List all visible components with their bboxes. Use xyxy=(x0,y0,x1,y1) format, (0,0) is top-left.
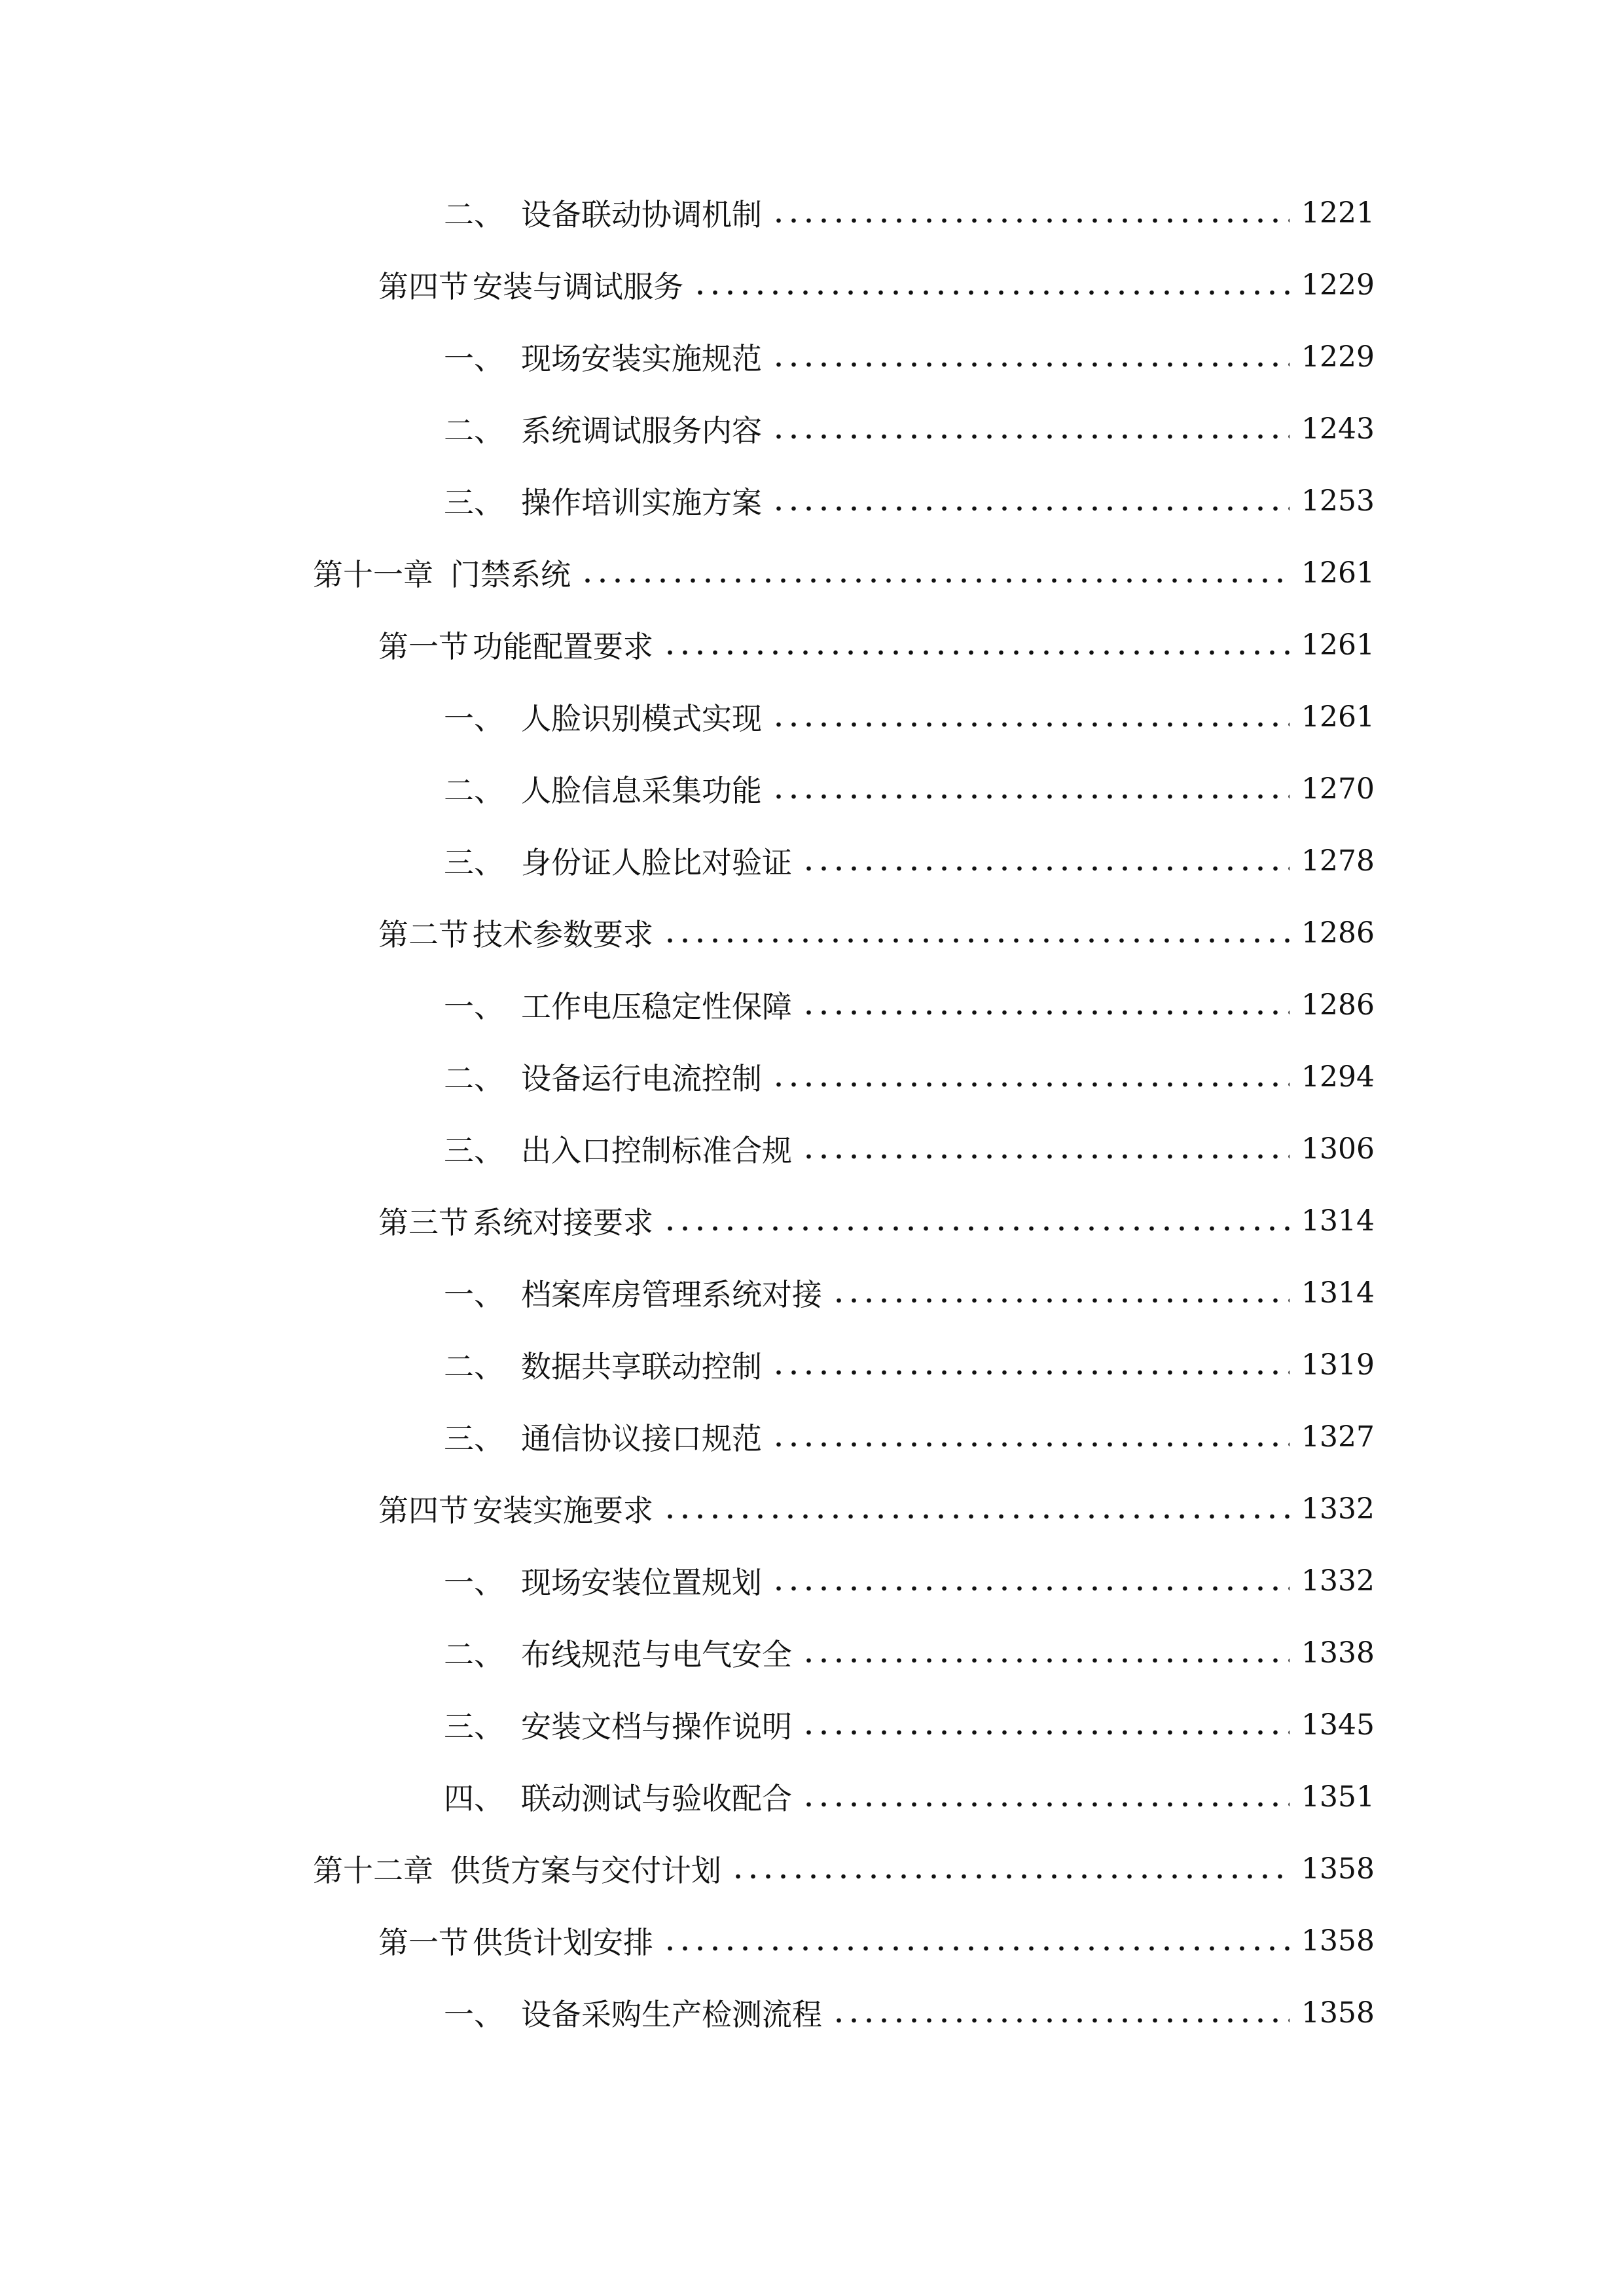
toc-entry[interactable] xyxy=(444,694,1375,740)
toc-entry-page: 1294 xyxy=(1301,1060,1375,1094)
dot-leader xyxy=(801,865,1290,872)
toc-entry-number: 第十二章 xyxy=(313,1853,433,1888)
toc-entry-page: 1270 xyxy=(1301,772,1375,806)
toc-entry-number: 一、 xyxy=(444,989,504,1024)
dot-leader xyxy=(801,1801,1290,1808)
dot-leader xyxy=(771,433,1290,440)
toc-entry-title: 现场安装实施规范 xyxy=(521,341,762,376)
toc-entry-number: 三、 xyxy=(444,845,504,880)
toc-entry[interactable] xyxy=(444,406,1375,452)
toc-entry-number: 二、 xyxy=(444,197,504,232)
toc-entry-title: 设备采购生产检测流程 xyxy=(521,1997,822,2032)
toc-entry-title: 系统对接要求 xyxy=(473,1205,653,1240)
toc-entry-number: 第二节 xyxy=(378,917,469,952)
dot-leader xyxy=(801,1729,1290,1736)
toc-entry-page: 1327 xyxy=(1301,1420,1375,1454)
dot-leader xyxy=(831,1297,1290,1304)
dot-leader xyxy=(693,289,1290,296)
toc-entry[interactable] xyxy=(444,190,1375,236)
toc-entry[interactable] xyxy=(444,838,1375,884)
toc-entry-page: 1229 xyxy=(1301,268,1375,302)
toc-entry[interactable] xyxy=(444,982,1375,1028)
dot-leader xyxy=(831,2017,1290,2024)
toc-entry[interactable] xyxy=(444,1702,1375,1748)
dot-leader xyxy=(771,793,1290,800)
toc-entry-title: 人脸识别模式实现 xyxy=(521,701,762,736)
dot-leader xyxy=(771,217,1290,224)
toc-entry-title: 系统调试服务内容 xyxy=(521,413,762,448)
toc-entry-title: 档案库房管理系统对接 xyxy=(521,1277,822,1312)
dot-leader xyxy=(662,1225,1290,1232)
toc-entry[interactable] xyxy=(444,334,1375,380)
toc-entry[interactable] xyxy=(444,1342,1375,1388)
toc-entry-number: 三、 xyxy=(444,485,504,520)
toc-entry-page: 1314 xyxy=(1301,1204,1375,1238)
toc-entry-title: 出入口控制标准合规 xyxy=(521,1133,792,1168)
toc-entry-title: 人脸信息采集功能 xyxy=(521,773,762,808)
toc-entry-page: 1314 xyxy=(1301,1276,1375,1310)
toc-entry[interactable] xyxy=(444,1126,1375,1172)
toc-entry-title: 门禁系统 xyxy=(450,557,571,592)
toc-entry-page: 1338 xyxy=(1301,1636,1375,1670)
dot-leader xyxy=(771,1369,1290,1376)
dot-leader xyxy=(731,1873,1290,1880)
toc-entry-number: 一、 xyxy=(444,341,504,376)
toc-entry-title: 安装文档与操作说明 xyxy=(521,1709,792,1744)
toc-entry[interactable] xyxy=(444,1054,1375,1100)
toc-entry-number: 三、 xyxy=(444,1421,504,1456)
toc-entry[interactable] xyxy=(313,550,1375,596)
toc-entry[interactable] xyxy=(378,1486,1375,1532)
dot-leader xyxy=(662,937,1290,944)
dot-leader xyxy=(771,1081,1290,1088)
toc-entry[interactable] xyxy=(444,1414,1375,1460)
toc-entry-title: 布线规范与电气安全 xyxy=(521,1637,792,1672)
toc-entry-title: 数据共享联动控制 xyxy=(521,1349,762,1384)
toc-entry-number: 三、 xyxy=(444,1709,504,1744)
toc-entry[interactable] xyxy=(378,910,1375,956)
toc-entry-number: 一、 xyxy=(444,1997,504,2032)
toc-entry-number: 二、 xyxy=(444,773,504,808)
dot-leader xyxy=(771,1441,1290,1448)
toc-entry-title: 技术参数要求 xyxy=(473,917,653,952)
toc-entry-title: 通信协议接口规范 xyxy=(521,1421,762,1456)
toc-entry-title: 操作培训实施方案 xyxy=(521,485,762,520)
toc-entry-page: 1286 xyxy=(1301,988,1375,1022)
toc-entry[interactable] xyxy=(444,766,1375,812)
toc-entry-number: 第四节 xyxy=(378,269,469,304)
toc-entry-page: 1332 xyxy=(1301,1492,1375,1526)
toc-entry-number: 第三节 xyxy=(378,1205,469,1240)
toc-entry-page: 1229 xyxy=(1301,340,1375,374)
toc-entry-page: 1278 xyxy=(1301,844,1375,878)
toc-entry[interactable] xyxy=(444,1774,1375,1820)
toc-entry[interactable] xyxy=(444,1990,1375,2036)
toc-entry-title: 工作电压稳定性保障 xyxy=(521,989,792,1024)
toc-entry-title: 身份证人脸比对验证 xyxy=(521,845,792,880)
toc-entry-number: 第十一章 xyxy=(313,557,433,592)
toc-entry-number: 一、 xyxy=(444,701,504,736)
toc-entry-page: 1306 xyxy=(1301,1132,1375,1166)
toc-entry[interactable] xyxy=(378,262,1375,308)
toc-entry-title: 供货计划安排 xyxy=(473,1925,653,1960)
toc-entry[interactable] xyxy=(444,1558,1375,1604)
toc-entry-number: 二、 xyxy=(444,1349,504,1384)
toc-entry-page: 1345 xyxy=(1301,1708,1375,1742)
toc-entry-title: 联动测试与验收配合 xyxy=(521,1781,792,1816)
toc-entry-page: 1261 xyxy=(1301,556,1375,590)
toc-entry-number: 一、 xyxy=(444,1277,504,1312)
toc-entry-number: 第一节 xyxy=(378,629,469,664)
dot-leader xyxy=(771,721,1290,728)
toc-entry-number: 四、 xyxy=(444,1781,504,1816)
toc-entry-page: 1319 xyxy=(1301,1348,1375,1382)
toc-entry[interactable] xyxy=(313,1846,1375,1892)
dot-leader xyxy=(662,649,1290,656)
dot-leader xyxy=(662,1513,1290,1520)
toc-entry-title: 安装与调试服务 xyxy=(473,269,683,304)
toc-entry-number: 二、 xyxy=(444,1637,504,1672)
toc-entry[interactable] xyxy=(444,478,1375,524)
dot-leader xyxy=(580,577,1290,584)
dot-leader xyxy=(801,1657,1290,1664)
dot-leader xyxy=(771,505,1290,512)
toc-entry-page: 1358 xyxy=(1301,1996,1375,2030)
toc-entry-page: 1332 xyxy=(1301,1564,1375,1598)
dot-leader xyxy=(662,1945,1290,1952)
toc-entry[interactable] xyxy=(378,1198,1375,1244)
toc-entry-title: 现场安装位置规划 xyxy=(521,1565,762,1600)
dot-leader xyxy=(771,1585,1290,1592)
toc-entry-number: 一、 xyxy=(444,1565,504,1600)
toc-entry-page: 1261 xyxy=(1301,700,1375,734)
toc-entry-title: 设备联动协调机制 xyxy=(521,197,762,232)
toc-entry-number: 二、 xyxy=(444,413,504,448)
toc-entry-page: 1358 xyxy=(1301,1924,1375,1958)
toc-entry-number: 第四节 xyxy=(378,1493,469,1528)
toc-entry-page: 1253 xyxy=(1301,484,1375,518)
toc-entry-page: 1286 xyxy=(1301,916,1375,950)
toc-entry-page: 1261 xyxy=(1301,628,1375,662)
toc-entry-page: 1243 xyxy=(1301,412,1375,446)
toc-entry[interactable] xyxy=(444,1630,1375,1676)
toc-entry-title: 功能配置要求 xyxy=(473,629,653,664)
dot-leader xyxy=(771,361,1290,368)
toc-entry-number: 三、 xyxy=(444,1133,504,1168)
toc-entry-page: 1351 xyxy=(1301,1780,1375,1814)
toc-entry-title: 设备运行电流控制 xyxy=(521,1061,762,1096)
dot-leader xyxy=(801,1009,1290,1016)
toc-entry-title: 安装实施要求 xyxy=(473,1493,653,1528)
toc-entry-number: 第一节 xyxy=(378,1925,469,1960)
toc-entry[interactable] xyxy=(378,1918,1375,1964)
toc-entry[interactable] xyxy=(444,1270,1375,1316)
dot-leader xyxy=(801,1153,1290,1160)
toc-entry-number: 二、 xyxy=(444,1061,504,1096)
toc-entry[interactable] xyxy=(378,622,1375,668)
toc-entry-page: 1358 xyxy=(1301,1852,1375,1886)
toc-entry-page: 1221 xyxy=(1301,196,1375,230)
toc-entry-title: 供货方案与交付计划 xyxy=(450,1853,721,1888)
